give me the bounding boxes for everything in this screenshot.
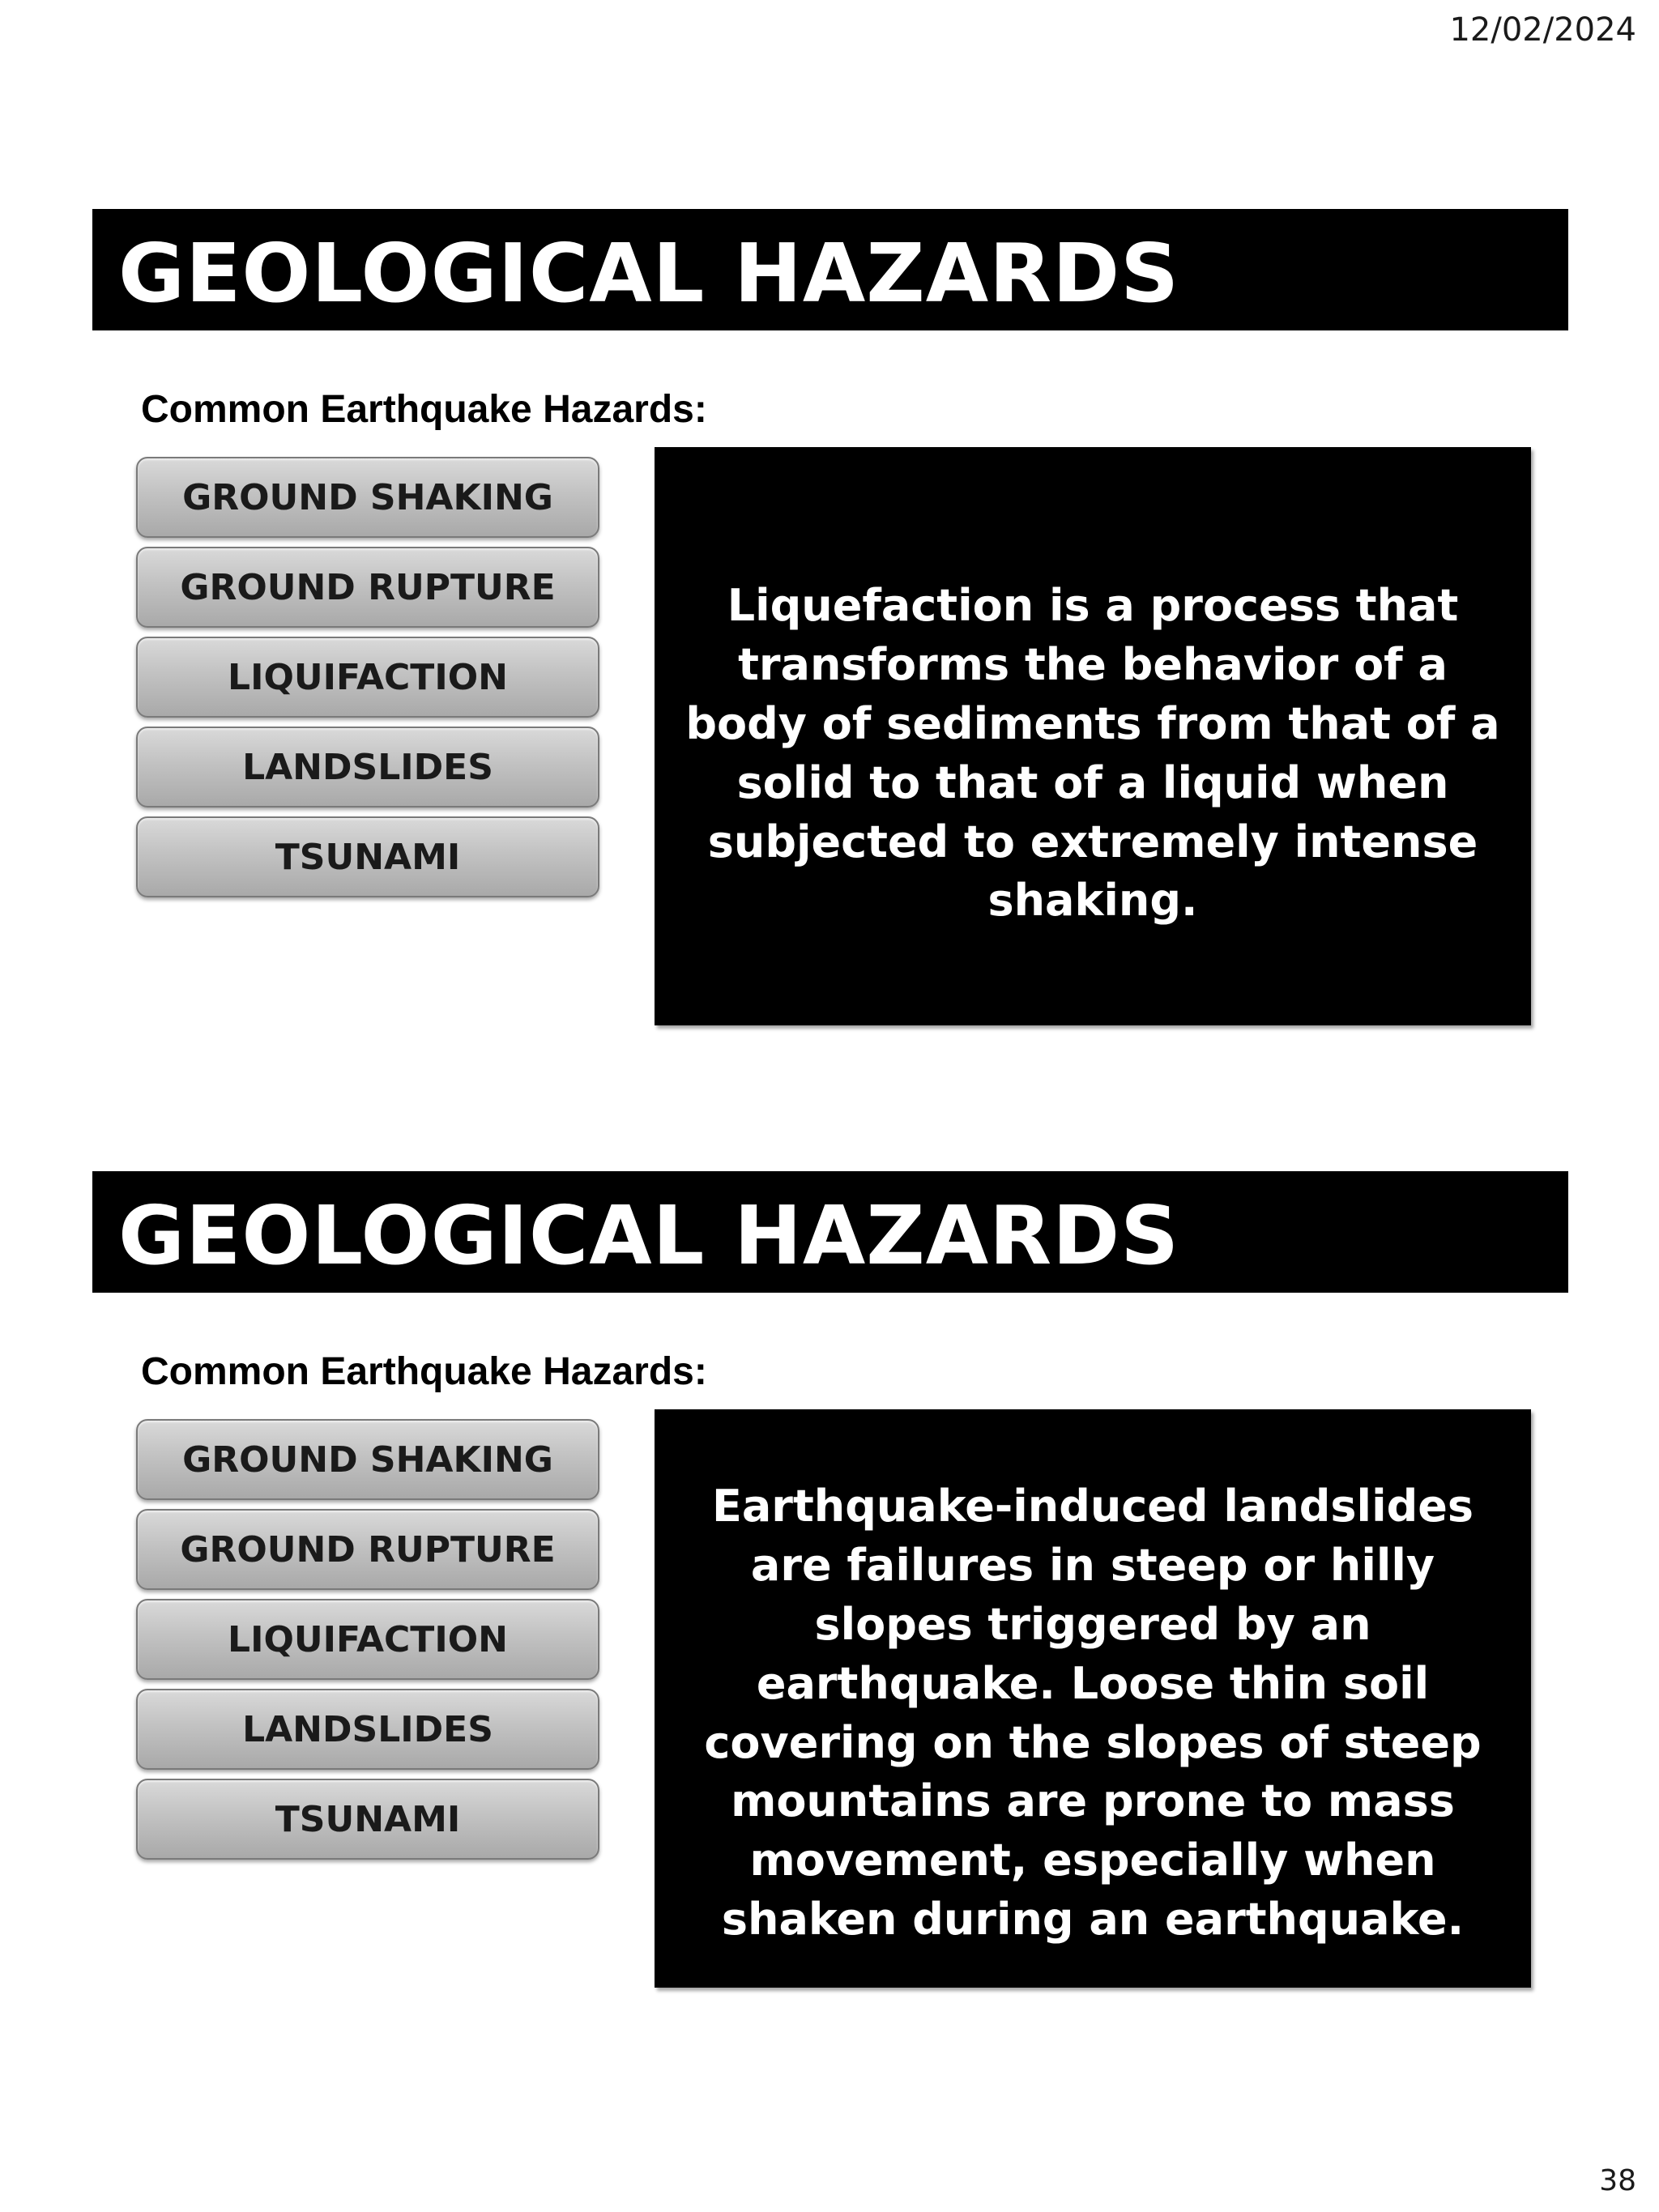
title-bar xyxy=(92,209,1568,330)
slide-subtitle: Common Earthquake Hazards: xyxy=(141,388,707,431)
slide-landslides xyxy=(92,1171,1568,2005)
slide-subtitle: Common Earthquake Hazards: xyxy=(141,1350,707,1393)
hazard-button-tsunami[interactable]: TSUNAMI xyxy=(136,816,599,897)
description-box xyxy=(655,1409,1531,1988)
hazard-button-ground-shaking[interactable]: GROUND SHAKING xyxy=(136,1419,599,1500)
hazard-button-ground-shaking[interactable]: GROUND SHAKING xyxy=(136,457,599,538)
hazard-button-landslides[interactable]: LANDSLIDES xyxy=(136,1689,599,1770)
description-text: Earthquake-induced landslides are failures in steep or hilly slopes triggered by an earthquake. Loose thin soil covering on the slopes of steep mountains are prone to mass movement, especially when shaken during an earthquake. xyxy=(704,1481,1482,1946)
hazard-button-ground-rupture[interactable]: GROUND RUPTURE xyxy=(136,547,599,628)
hazard-list xyxy=(136,1419,599,1869)
title-bar xyxy=(92,1171,1568,1293)
description-text: Liquefaction is a process that transforms the behavior of a body of sediments from that of a solid to that of a liquid when subjected to extremely intense shaking. xyxy=(685,580,1500,927)
description-box xyxy=(655,447,1531,1025)
hazard-button-tsunami[interactable]: TSUNAMI xyxy=(136,1779,599,1860)
slide-title: GEOLOGICAL HAZARDS xyxy=(118,226,1180,321)
hazard-button-ground-rupture[interactable]: GROUND RUPTURE xyxy=(136,1509,599,1590)
hazard-button-landslides[interactable]: LANDSLIDES xyxy=(136,727,599,808)
hazard-button-liquifaction[interactable]: LIQUIFACTION xyxy=(136,1599,599,1680)
page-date: 12/02/2024 xyxy=(1449,11,1636,49)
hazard-list xyxy=(136,457,599,906)
page-number: 38 xyxy=(1599,2164,1636,2197)
slide-liquefaction xyxy=(92,209,1568,1043)
hazard-button-liquifaction[interactable]: LIQUIFACTION xyxy=(136,637,599,718)
slide-title: GEOLOGICAL HAZARDS xyxy=(118,1188,1180,1283)
